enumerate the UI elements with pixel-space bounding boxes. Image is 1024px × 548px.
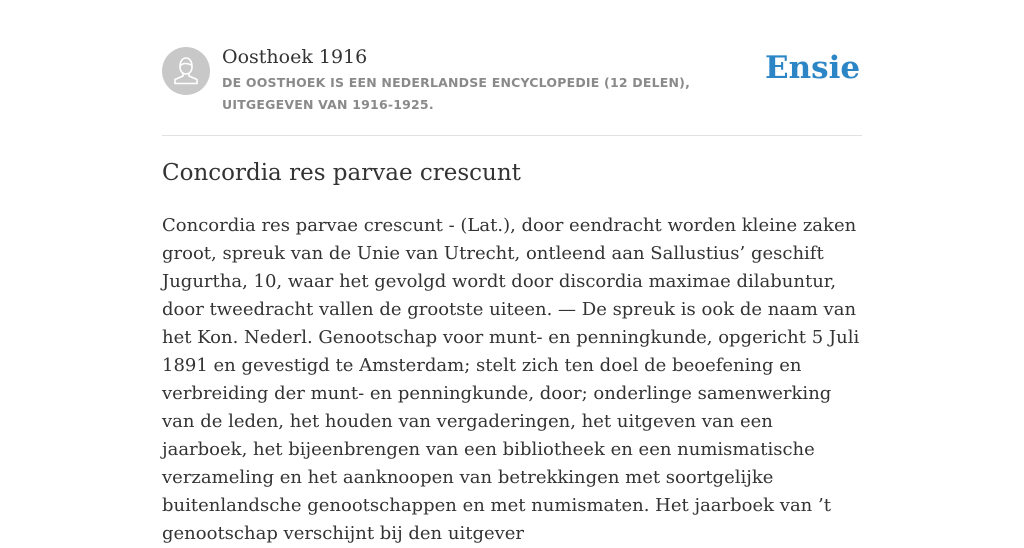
user-avatar-icon	[162, 47, 210, 95]
source-header	[162, 44, 862, 116]
ensie-logo[interactable]: Ensie	[765, 50, 861, 86]
header-divider	[162, 135, 862, 136]
article-title: Concordia res parvae crescunt	[162, 160, 521, 186]
source-description: DE OOSTHOEK IS EEN NEDERLANDSE ENCYCLOPEDIE (12 DELEN), UITGEGEVEN VAN 1916-1925.	[222, 75, 691, 112]
article-body: Concordia res parvae crescunt - (Lat.), door eendracht worden kleine zaken groot, spreuk van de Unie van Utrecht, ontleend aan Sallustius’ geschift Jugurtha, 10, waar het gevolgd wordt door discordia maximae dilabuntur, door tweedracht vallen de grootste uiteen. — De spreuk is ook de naam van het Kon. Nederl. Genootschap voor munt- en penningkunde, opgericht 5 Juli 1891 en gevestigd te Amsterdam; stelt zich ten doel de beoefening en verbreiding der munt- en penningkunde, door; onderlinge samenwerking van de leden, het houden van vergaderingen, het uitgeven van een jaarboek, het bijeenbrengen van een bibliotheek en een numismatische verzameling en het aanknoopen van betrekkingen met soortgelijke buitenlandsche genootschappen en met numismaten. Het jaarboek van ’t genootschap verschijnt bij den uitgever	[162, 215, 860, 544]
source-name[interactable]: Oosthoek 1916	[222, 46, 368, 68]
